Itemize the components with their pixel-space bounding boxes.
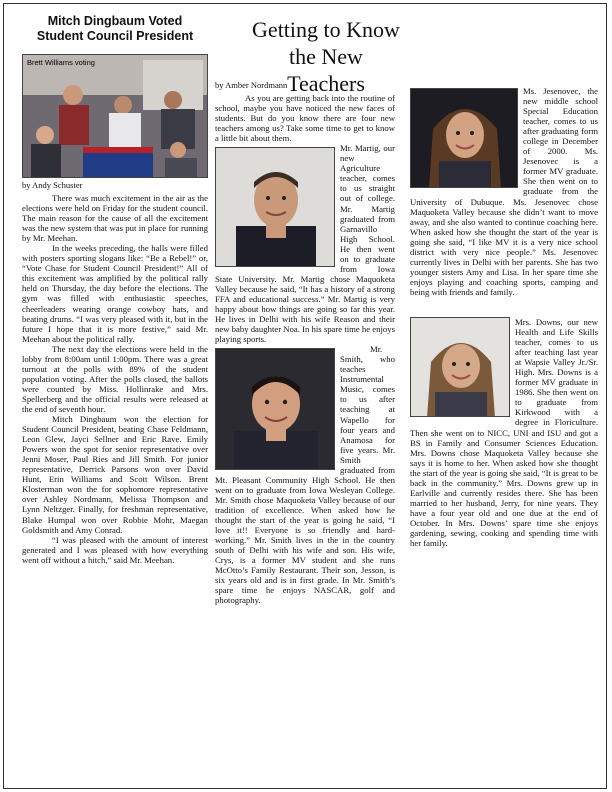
downs-photo — [410, 317, 510, 417]
article1-paragraph: In the weeks preceding, the halls were filled with posters sporting slogans like: “Be a Rebel!” or, “Vote Chase for Student Council President!” All of this excitement was amplified by the political rally held on Thursday, the day before the elections. The gym was filled with enthusiastic speeches, cheerleaders wearing orange cowboy hats, and beating drums. “I was very pleased with it, but in the future I hope that it is more festive,” said Mr. Meehan about the political rally. — [22, 243, 208, 344]
martig-paragraph: Mr. Martig, our new Agriculture teacher, comes to us straight out of college. Mr. Martig graduated from Garnavillo High School. He then went on to graduate from Iowa State University. Mr. Martig chose Maquoketa Valley because he said, “It has a history of a strong FFA and educational success.” Mr. Martig is very happy about how things are going so far this year. He lives in Delhi with his wife Reason and their new baby daughter Noa. In his spare time he enjoys playing sports. — [215, 143, 395, 345]
article1-paragraph: The next day the elections were held in the lobby from 8:00am until 1:00pm. There was a great turnout at the polls with 89% of the student population voting. After the polls closed, the ballots were counted by Miss. Hollinrake and Mrs. Spellerberg and the official results were released at the end of seventh hour. — [22, 343, 208, 414]
downs-paragraph: Mrs. Downs, our new Health and Life Skills teacher, comes to us after teaching last year at Wapsie Valley Jr./Sr. High. Mrs. Downs is a former MV graduate in 1986. She then went on to graduate from Kirkwood with a degree in Floriculture. Then she went on to NICC, UNI and ISU and got a BS in Family and Consumer Sciences Education. Mrs. Downs chose Maquoketa Valley because she says it is home to her. When asked how she thought the start of the year is going she said, “It is great to be back in the community.” Mrs. Downs grew up in Earlville and currently resides there. She has been married to her husband, Jerry, for nine years. They have a four year old and one due at the end of October. In Mrs. Downs’ spare time she enjoys gardening, sewing, cooking and spending time with her family. — [410, 316, 598, 549]
article2-headline: Getting to Know the New Teachers — [252, 17, 400, 96]
smith-photo — [215, 348, 335, 470]
photo-caption: Brett Williams voting — [27, 58, 95, 67]
article1-paragraph: Mitch Dingbaum won the election for Student Council President, beating Chase Feldmann, Leon Glew, Jayci Sellner and Eric Rave. Emily Powers won the spot for senior representative over Jenni Moser, Paul Ries and Jill Smith. For junior representative, Derrick Parsons won over David Hunt, Erin Williams and Scott Wilson. Brent Klosterman won the for sophomore representative over Ashley Nordmann, Melissa Thompson and Lynn Neltzger. Finally, for freshman representative, Blake Humpal won over Robbie Mohr, Maegan Goldsmith and Amy Conrad. — [22, 414, 208, 535]
article1-paragraph: There was much excitement in the air as the elections were held on Friday for the student council. The main reason for the cause of all the excitement was the new system that was put in place for running by Mr. Meehan. — [22, 193, 208, 244]
smith-paragraph: Mr. Smith, who teaches Instrumental Music, comes to us after teaching at Wapello for four years and Anamosa for five years. Mr. Smith graduated from Mt. Pleasant Community High School. He then went on to graduate from Iowa Wesleyan College. Mr. Smith chose Maquoketa Valley because of our tradition of excellence. When asked how he thought the start of the year is going he said, “I love it!! Everyone is so friendly and hard-working.” Mr. Smith lives in the in the country south of Delhi with his wife and son. His wife, Crys, is a former MV student and she runs McOtto’s Family Restaurant. Their son, Jesson, is six years old and is in first grade. In Mr. Smith’s spare time he enjoys NASCAR, golf and photography. — [215, 344, 395, 606]
jesenovec-photo — [410, 88, 518, 188]
jesenovec-paragraph: Ms. Jesenovec, the new middle school Special Education teacher, comes to us after graduating form college in December of 2000. Ms. Jesenovec is a former MV graduate. She then went on to graduate from the University of Dubuque. Ms. Jesenovec chose Maquoketa Valley because she didn’t want to move away, and she also wanted to continue coaching here. When asked how she thought the start of the year is going she said, “I like MV it is a very nice school district with very nice people.” Ms. Jesenovec currently lives in Delhi with her parents. She has two younger sisters Amy and Lisa. In her spare time she enjoys playing and coaching sports, camping and being with friends and family. — [410, 86, 598, 297]
student-council-article — [22, 14, 208, 565]
article2-intro: As you are getting back into the routine of school, maybe you have noticed the new faces of students. But do you know there are four new teachers among us? Take some time to get to know a little bit about them. — [215, 93, 395, 144]
article2-byline: by Amber Nordmann — [215, 80, 288, 90]
article1-headline: Mitch Dingbaum Voted Student Council President — [36, 14, 194, 43]
martig-photo — [215, 147, 335, 267]
article1-paragraph: “I was pleased with the amount of interest generated and I was pleased with how everything went off without a hitch,” said Mr. Meehan. — [22, 534, 208, 565]
new-teachers-column-left — [215, 78, 395, 605]
article1-byline: by Andy Schuster — [22, 180, 83, 190]
voting-photo — [22, 54, 208, 178]
new-teachers-column-right — [410, 86, 598, 548]
